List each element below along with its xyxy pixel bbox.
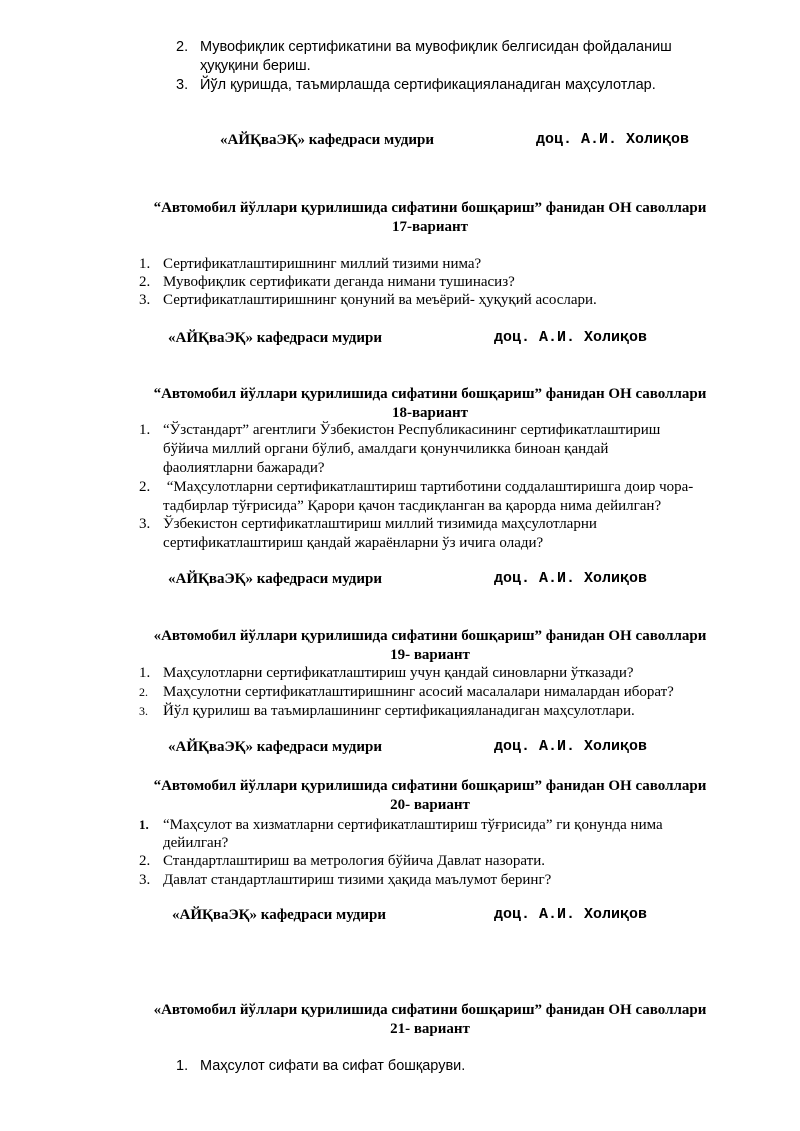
question-number: 2. (139, 853, 151, 869)
dept-head-label: «АЙҚваЭҚ» кафедраси мудири (168, 571, 382, 587)
question-text: Стандартлаштириш ва метрология бўйича Давлат назорати. (163, 853, 546, 869)
question-text: Ўзбекистон сертификатлаштириш миллий тизимида маҳсулотларни (163, 516, 597, 532)
question-item (139, 871, 551, 890)
question-number: 3. (139, 704, 148, 718)
question-number: 2. (139, 685, 148, 699)
question-number: 1. (176, 1058, 189, 1074)
section-title: «Автомобил йўллари қурилишида сифатини бошқариш” фанидан ОН саволлари (153, 628, 707, 644)
question-item (139, 702, 635, 721)
section-title: “Автомобил йўллари қурилишида сифатини бошқариш” фанидан ОН саволлари (153, 386, 707, 402)
question-item (139, 664, 634, 683)
list-item (176, 38, 672, 57)
dept-head-label: «АЙҚваЭҚ» кафедраси мудири (220, 132, 434, 148)
section-title: «Автомобил йўллари қурилишида сифатини бошқариш” фанидан ОН саволлари (153, 1002, 707, 1018)
question-text: Сертификатлаштиришнинг миллий тизими нима? (163, 256, 482, 272)
question-text: бўйича миллий органи бўлиб, амалдаги қонунчиликка биноан қандай (163, 441, 609, 457)
list-number: 2. (176, 39, 189, 55)
question-number: 2. (139, 274, 151, 290)
dept-head-name: доц. А.И. Холиқов (536, 131, 690, 148)
dept-head-label: «АЙҚваЭҚ» кафедраси мудири (168, 330, 382, 346)
question-item (139, 273, 515, 292)
dept-head-name: доц. А.И. Холиқов (494, 906, 648, 923)
question-text: Маҳсулотни сертификатлаштиришнинг асосий масалалари нималардан иборат? (163, 684, 674, 700)
variant-label: 21- вариант (390, 1021, 470, 1037)
question-text: дейилган? (163, 835, 229, 851)
question-number: 1. (139, 817, 149, 832)
list-number: 3. (176, 77, 189, 93)
question-text: Мувофиқлик сертификати деганда нимани тушинасиз? (163, 274, 515, 290)
dept-head-name: доц. А.И. Холиқов (494, 738, 648, 755)
question-text: Маҳсулот сифати ва сифат бошқаруви. (200, 1058, 466, 1074)
question-text: “Маҳсулот ва хизматларни сертификатлаштириш тўғрисида” ги қонунда нима (163, 817, 663, 833)
question-number: 1. (139, 422, 151, 438)
question-item (176, 1057, 465, 1076)
question-text: Маҳсулотларни сертификатлаштириш учун қандай синовларни ўтказади? (163, 665, 634, 681)
list-text: Мувофиқлик сертификатини ва мувофиқлик белгисидан фойдаланиш (200, 39, 672, 55)
question-number: 3. (139, 516, 151, 532)
dept-head-label: «АЙҚваЭҚ» кафедраси мудири (168, 739, 382, 755)
question-item (139, 852, 545, 871)
variant-label: 18-вариант (391, 405, 469, 421)
dept-head-name: доц. А.И. Холиқов (494, 570, 648, 587)
question-text: Йўл қурилиш ва таъмирлашининг сертификацияланадиган маҳсулотлари. (163, 703, 635, 719)
list-item (176, 76, 656, 95)
list-text: ҳуқуқини бериш. (200, 58, 311, 74)
question-text: “Маҳсулотларни сертификатлаштириш тартиботини соддалаштиришга доир чора- (163, 479, 694, 495)
question-item (139, 478, 693, 497)
question-item (139, 515, 597, 534)
variant-label: 19- вариант (390, 647, 470, 663)
question-text: сертификатлаштириш қандай жараёнларни ўз ичига олади? (163, 535, 544, 551)
question-text: “Ўзстандарт” агентлиги Ўзбекистон Республикасининг сертификатлаштириш (163, 422, 661, 438)
question-number: 3. (139, 292, 151, 308)
question-item (139, 291, 597, 310)
list-text: Йўл қуришда, таъмирлашда сертификацияланадиган маҳсулотлар. (200, 77, 656, 93)
question-number: 2. (139, 479, 151, 495)
question-text: Давлат стандартлаштириш тизими ҳақида маълумот беринг? (163, 872, 552, 888)
question-text: Сертификатлаштиришнинг қонуний ва меъёрий- ҳуқуқий асослари. (163, 292, 597, 308)
variant-label: 20- вариант (390, 797, 470, 813)
variant-label: 17-вариант (391, 219, 469, 235)
question-text: фаолиятларни бажаради? (163, 460, 325, 476)
question-item (139, 683, 674, 702)
dept-head-label: «АЙҚваЭҚ» кафедраси мудири (172, 907, 386, 923)
question-item (139, 255, 481, 274)
question-number: 1. (139, 665, 151, 681)
question-item (139, 421, 660, 440)
question-number: 3. (139, 872, 151, 888)
question-text: тадбирлар тўғрисида” Қарори қачон тасдиқланган ва қарорда нима дейилган? (163, 498, 662, 514)
question-number: 1. (139, 256, 151, 272)
dept-head-name: доц. А.И. Холиқов (494, 329, 648, 346)
question-item (139, 815, 663, 835)
section-title: “Автомобил йўллари қурилишида сифатини бошқариш” фанидан ОН саволлари (153, 778, 707, 794)
section-title: “Автомобил йўллари қурилишида сифатини бошқариш” фанидан ОН саволлари (153, 200, 707, 216)
